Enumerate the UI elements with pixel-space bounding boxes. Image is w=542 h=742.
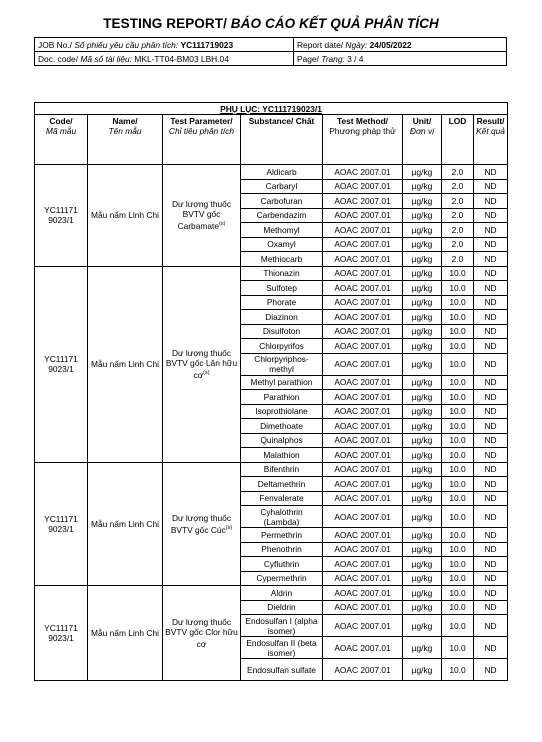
lod-cell: 10.0 bbox=[442, 404, 474, 419]
result-cell: ND bbox=[474, 557, 508, 572]
result-cell: ND bbox=[474, 506, 508, 528]
table-row bbox=[35, 586, 508, 601]
test-parameter-cell: Dư lượng thuốc BVTV gốc Carbamate$^{(s)}$ bbox=[163, 165, 241, 267]
col-substance: Substance/ Chất bbox=[241, 115, 323, 165]
result-cell: ND bbox=[474, 375, 508, 390]
result-cell: ND bbox=[474, 462, 508, 477]
result-cell: ND bbox=[474, 179, 508, 194]
lod-cell: 10.0 bbox=[442, 571, 474, 586]
result-cell: ND bbox=[474, 659, 508, 681]
unit-cell: µg/kg bbox=[403, 528, 442, 543]
result-cell: ND bbox=[474, 542, 508, 557]
result-cell: ND bbox=[474, 252, 508, 267]
substance-cell: Malathion bbox=[241, 448, 323, 463]
result-cell: ND bbox=[474, 448, 508, 463]
result-cell: ND bbox=[474, 390, 508, 405]
method-cell: AOAC 2007.01 bbox=[323, 433, 403, 448]
lod-cell: 10.0 bbox=[442, 477, 474, 492]
sample-code-cell: YC11171 9023/1 bbox=[35, 165, 88, 267]
result-cell: ND bbox=[474, 571, 508, 586]
unit-cell: µg/kg bbox=[403, 491, 442, 506]
doc-code-cell: Doc. code/ Mã số tài liệu: MKL-TT04-BM03 LBH.04 bbox=[35, 52, 294, 66]
method-cell: AOAC 2007.01 bbox=[323, 310, 403, 325]
col-name: Name/ Tên mẫu bbox=[88, 115, 163, 165]
unit-cell: µg/kg bbox=[403, 194, 442, 209]
lod-cell: 10.0 bbox=[442, 324, 474, 339]
method-cell: AOAC 2007.01 bbox=[323, 571, 403, 586]
job-no-value: YC111719023 bbox=[180, 39, 234, 50]
method-cell: AOAC 2007.01 bbox=[323, 375, 403, 390]
unit-cell: µg/kg bbox=[403, 237, 442, 252]
result-cell: ND bbox=[474, 310, 508, 325]
substance-cell: Methomyl bbox=[241, 223, 323, 238]
substance-cell: Dieldrin bbox=[241, 600, 323, 615]
lod-cell: 10.0 bbox=[442, 557, 474, 572]
unit-cell: µg/kg bbox=[403, 266, 442, 281]
unit-cell: µg/kg bbox=[403, 295, 442, 310]
substance-cell: Thionazin bbox=[241, 266, 323, 281]
lod-cell: 10.0 bbox=[442, 375, 474, 390]
substance-cell: Endosulfan sulfate bbox=[241, 659, 323, 681]
substance-cell: Endosulfan II (beta isomer) bbox=[241, 637, 323, 659]
unit-cell: µg/kg bbox=[403, 477, 442, 492]
method-cell: AOAC 2007.01 bbox=[323, 266, 403, 281]
result-cell: ND bbox=[474, 339, 508, 354]
result-cell: ND bbox=[474, 295, 508, 310]
method-cell: AOAC 2007.01 bbox=[323, 404, 403, 419]
report-header-table bbox=[34, 37, 507, 66]
result-cell: ND bbox=[474, 281, 508, 296]
unit-cell: µg/kg bbox=[403, 571, 442, 586]
unit-cell: µg/kg bbox=[403, 448, 442, 463]
col-method: Test Method/ Phương pháp thử bbox=[323, 115, 403, 165]
col-unit: Unit/ Đơn vị bbox=[403, 115, 442, 165]
unit-cell: µg/kg bbox=[403, 208, 442, 223]
lod-cell: 2.0 bbox=[442, 223, 474, 238]
sample-name-cell: Mẫu nấm Linh Chi bbox=[88, 462, 163, 586]
substance-cell: Parathion bbox=[241, 390, 323, 405]
method-cell: AOAC 2007.01 bbox=[323, 491, 403, 506]
substance-cell: Isoprothiolane bbox=[241, 404, 323, 419]
substance-cell: Deltamethrin bbox=[241, 477, 323, 492]
method-cell: AOAC 2007.01 bbox=[323, 194, 403, 209]
unit-cell: µg/kg bbox=[403, 615, 442, 637]
substance-cell: Permethrin bbox=[241, 528, 323, 543]
unit-cell: µg/kg bbox=[403, 281, 442, 296]
col-param: Test Parameter/ Chỉ tiêu phân tích bbox=[163, 115, 241, 165]
page-value: 3 / 4 bbox=[347, 53, 364, 64]
col-code: Code/ Mã mẫu bbox=[35, 115, 88, 165]
table-row bbox=[35, 462, 508, 477]
lod-cell: 10.0 bbox=[442, 433, 474, 448]
substance-cell: Carbaryl bbox=[241, 179, 323, 194]
lod-cell: 10.0 bbox=[442, 528, 474, 543]
sample-code-cell: YC11171 9023/1 bbox=[35, 266, 88, 462]
result-cell: ND bbox=[474, 637, 508, 659]
lod-cell: 2.0 bbox=[442, 252, 474, 267]
table-row bbox=[35, 165, 508, 180]
results-table bbox=[34, 102, 508, 681]
unit-cell: µg/kg bbox=[403, 353, 442, 375]
unit-cell: µg/kg bbox=[403, 404, 442, 419]
unit-cell: µg/kg bbox=[403, 223, 442, 238]
substance-cell: Aldicarb bbox=[241, 165, 323, 180]
unit-cell: µg/kg bbox=[403, 375, 442, 390]
sample-name-cell: Mẫu nấm Linh Chi bbox=[88, 586, 163, 681]
substance-cell: Endosulfan I (alpha isomer) bbox=[241, 615, 323, 637]
report-date-cell: Report date/ Ngày: 24/05/2022 bbox=[294, 38, 507, 52]
lod-cell: 2.0 bbox=[442, 208, 474, 223]
report-date-value: 24/05/2022 bbox=[369, 39, 412, 50]
lod-cell: 10.0 bbox=[442, 310, 474, 325]
method-cell: AOAC 2007.01 bbox=[323, 165, 403, 180]
substance-cell: Cyfluthrin bbox=[241, 557, 323, 572]
method-cell: AOAC 2007.01 bbox=[323, 528, 403, 543]
unit-cell: µg/kg bbox=[403, 419, 442, 434]
lod-cell: 10.0 bbox=[442, 637, 474, 659]
title-vi: BÁO CÁO KẾT QUẢ PHÂN TÍCH bbox=[230, 16, 439, 31]
lod-cell: 10.0 bbox=[442, 295, 474, 310]
unit-cell: µg/kg bbox=[403, 637, 442, 659]
lod-cell: 10.0 bbox=[442, 600, 474, 615]
method-cell: AOAC 2007.01 bbox=[323, 237, 403, 252]
unit-cell: µg/kg bbox=[403, 165, 442, 180]
result-cell: ND bbox=[474, 491, 508, 506]
unit-cell: µg/kg bbox=[403, 659, 442, 681]
substance-cell: Disulfoton bbox=[241, 324, 323, 339]
results-body bbox=[35, 165, 508, 681]
substance-cell: Quinalphos bbox=[241, 433, 323, 448]
result-cell: ND bbox=[474, 600, 508, 615]
result-cell: ND bbox=[474, 419, 508, 434]
method-cell: AOAC 2007.01 bbox=[323, 659, 403, 681]
method-cell: AOAC 2007.01 bbox=[323, 542, 403, 557]
method-cell: AOAC 2007.01 bbox=[323, 179, 403, 194]
test-parameter-cell: Dư lượng thuốc BVTV gốc Cúc$^{(s)}$ bbox=[163, 462, 241, 586]
lod-cell: 10.0 bbox=[442, 542, 474, 557]
method-cell: AOAC 2007.01 bbox=[323, 637, 403, 659]
result-cell: ND bbox=[474, 165, 508, 180]
unit-cell: µg/kg bbox=[403, 542, 442, 557]
result-cell: ND bbox=[474, 208, 508, 223]
method-cell: AOAC 2007.01 bbox=[323, 353, 403, 375]
substance-cell: Methiocarb bbox=[241, 252, 323, 267]
lod-cell: 10.0 bbox=[442, 281, 474, 296]
method-cell: AOAC 2007.01 bbox=[323, 223, 403, 238]
page-cell: Page/ Trang: 3 / 4 bbox=[294, 52, 507, 66]
substance-cell: Cypermethrin bbox=[241, 571, 323, 586]
result-cell: ND bbox=[474, 433, 508, 448]
method-cell: AOAC 2007.01 bbox=[323, 419, 403, 434]
result-cell: ND bbox=[474, 194, 508, 209]
method-cell: AOAC 2007.01 bbox=[323, 557, 403, 572]
method-cell: AOAC 2007.01 bbox=[323, 448, 403, 463]
lod-cell: 10.0 bbox=[442, 506, 474, 528]
lod-cell: 10.0 bbox=[442, 462, 474, 477]
lod-cell: 2.0 bbox=[442, 237, 474, 252]
lod-cell: 2.0 bbox=[442, 194, 474, 209]
result-cell: ND bbox=[474, 586, 508, 601]
test-parameter-cell: Dư lượng thuốc BVTV gốc Clor hữu cơ bbox=[163, 586, 241, 681]
lod-cell: 10.0 bbox=[442, 659, 474, 681]
accreditation-mark: (s) bbox=[219, 221, 226, 228]
substance-cell: Phenothrin bbox=[241, 542, 323, 557]
result-cell: ND bbox=[474, 353, 508, 375]
appendix-title: PHỤ LỤC: YC111719023/1 bbox=[35, 103, 508, 115]
unit-cell: µg/kg bbox=[403, 506, 442, 528]
lod-cell: 10.0 bbox=[442, 419, 474, 434]
title-en: TESTING REPORT/ bbox=[103, 16, 231, 31]
method-cell: AOAC 2007.01 bbox=[323, 339, 403, 354]
substance-cell: Bifenthrin bbox=[241, 462, 323, 477]
substance-cell: Phorate bbox=[241, 295, 323, 310]
method-cell: AOAC 2007.01 bbox=[323, 252, 403, 267]
result-cell: ND bbox=[474, 223, 508, 238]
col-result: Result/ Kết quả bbox=[474, 115, 508, 165]
method-cell: AOAC 2007.01 bbox=[323, 600, 403, 615]
lod-cell: 10.0 bbox=[442, 615, 474, 637]
unit-cell: µg/kg bbox=[403, 339, 442, 354]
substance-cell: Cyhalothrin (Lambda) bbox=[241, 506, 323, 528]
table-row bbox=[35, 266, 508, 281]
result-cell: ND bbox=[474, 528, 508, 543]
lod-cell: 10.0 bbox=[442, 339, 474, 354]
method-cell: AOAC 2007.01 bbox=[323, 324, 403, 339]
lod-cell: 10.0 bbox=[442, 586, 474, 601]
unit-cell: µg/kg bbox=[403, 179, 442, 194]
substance-cell: Fenvalerate bbox=[241, 491, 323, 506]
substance-cell: Chlorpyriphos-methyl bbox=[241, 353, 323, 375]
lod-cell: 10.0 bbox=[442, 266, 474, 281]
substance-cell: Diazinon bbox=[241, 310, 323, 325]
doc-code-value: MKL-TT04-BM03 LBH.04 bbox=[134, 53, 229, 64]
substance-cell: Carbendazim bbox=[241, 208, 323, 223]
method-cell: AOAC 2007.01 bbox=[323, 586, 403, 601]
substance-cell: Methyl parathion bbox=[241, 375, 323, 390]
sample-code-cell: YC11171 9023/1 bbox=[35, 462, 88, 586]
col-lod: LOD bbox=[442, 115, 474, 165]
accreditation-mark: (s) bbox=[203, 370, 210, 377]
test-parameter-cell: Dư lượng thuốc BVTV gốc Lân hữu $cơ^{(s)}$ bbox=[163, 266, 241, 462]
method-cell: AOAC 2007.01 bbox=[323, 390, 403, 405]
unit-cell: µg/kg bbox=[403, 324, 442, 339]
sample-name-cell: Mẫu nấm Linh Chi bbox=[88, 266, 163, 462]
result-cell: ND bbox=[474, 324, 508, 339]
unit-cell: µg/kg bbox=[403, 390, 442, 405]
lod-cell: 2.0 bbox=[442, 165, 474, 180]
unit-cell: µg/kg bbox=[403, 586, 442, 601]
substance-cell: Dimethoate bbox=[241, 419, 323, 434]
result-cell: ND bbox=[474, 404, 508, 419]
result-cell: ND bbox=[474, 477, 508, 492]
method-cell: AOAC 2007.01 bbox=[323, 295, 403, 310]
sample-name-cell: Mẫu nấm Linh Chi bbox=[88, 165, 163, 267]
accreditation-mark: (s) bbox=[225, 524, 233, 531]
result-cell: ND bbox=[474, 266, 508, 281]
unit-cell: µg/kg bbox=[403, 462, 442, 477]
result-cell: ND bbox=[474, 615, 508, 637]
unit-cell: µg/kg bbox=[403, 600, 442, 615]
substance-cell: Chlorpyrifos bbox=[241, 339, 323, 354]
method-cell: AOAC 2007.01 bbox=[323, 208, 403, 223]
method-cell: AOAC 2007.01 bbox=[323, 615, 403, 637]
substance-cell: Sulfotep bbox=[241, 281, 323, 296]
lod-cell: 2.0 bbox=[442, 179, 474, 194]
job-no-cell: JOB No./ Số phiếu yêu cầu phân tích: YC111719023 bbox=[35, 38, 294, 52]
method-cell: AOAC 2007.01 bbox=[323, 462, 403, 477]
lod-cell: 10.0 bbox=[442, 491, 474, 506]
method-cell: AOAC 2007.01 bbox=[323, 281, 403, 296]
substance-cell: Carbofuran bbox=[241, 194, 323, 209]
result-cell: ND bbox=[474, 237, 508, 252]
unit-cell: µg/kg bbox=[403, 557, 442, 572]
sample-code-cell: YC11171 9023/1 bbox=[35, 586, 88, 681]
method-cell: AOAC 2007.01 bbox=[323, 506, 403, 528]
unit-cell: µg/kg bbox=[403, 252, 442, 267]
lod-cell: 10.0 bbox=[442, 390, 474, 405]
report-title bbox=[0, 16, 542, 31]
unit-cell: µg/kg bbox=[403, 310, 442, 325]
lod-cell: 10.0 bbox=[442, 448, 474, 463]
unit-cell: µg/kg bbox=[403, 433, 442, 448]
substance-cell: Aldrin bbox=[241, 586, 323, 601]
substance-cell: Oxamyl bbox=[241, 237, 323, 252]
lod-cell: 10.0 bbox=[442, 353, 474, 375]
method-cell: AOAC 2007.01 bbox=[323, 477, 403, 492]
